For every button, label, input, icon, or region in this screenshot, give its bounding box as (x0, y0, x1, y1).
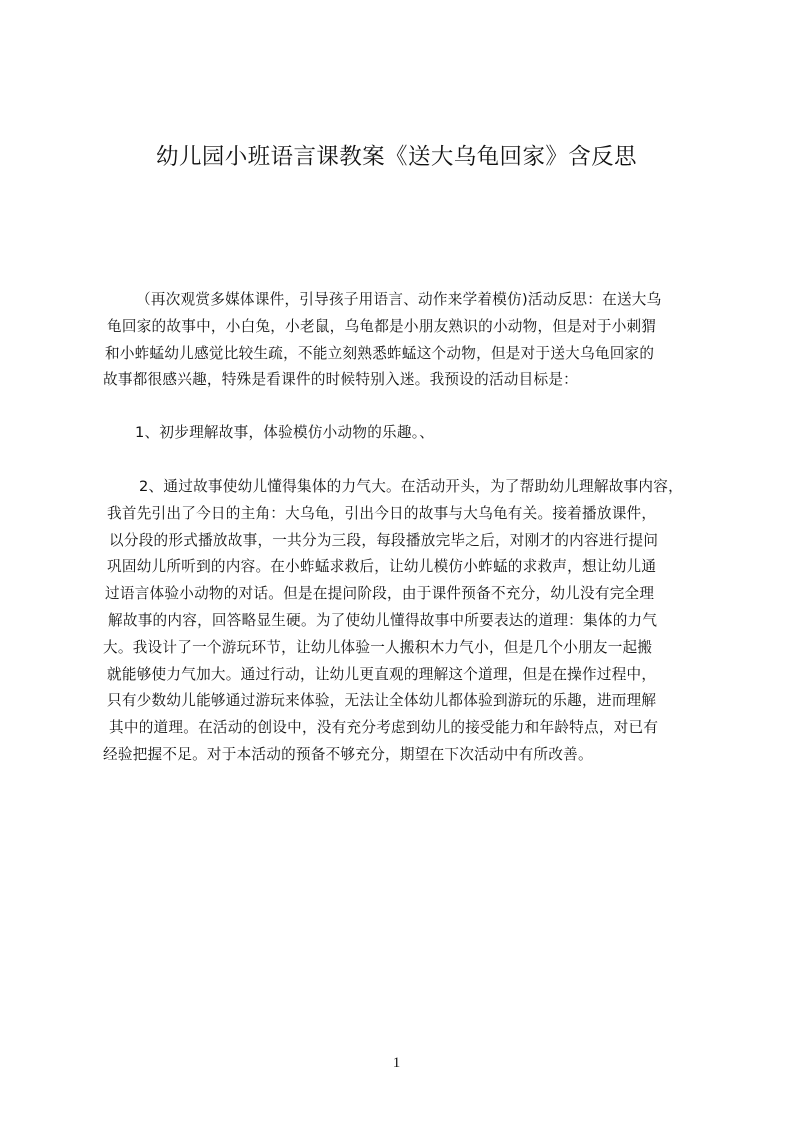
paragraph-line: 过语言体验小动物的对话。但是在提问阶段，由于课件预备不充分，幼儿没有完全理 (105, 585, 655, 603)
paragraph-line: 我首先引出了今日的主角：大乌龟，引出今日的故事与大乌龟有关。接着播放课件， (107, 504, 657, 522)
paragraph-goal-2 (103, 474, 728, 769)
document-title: 幼儿园小班语言课教案《送大乌龟回家》含反思 (156, 144, 637, 170)
paragraph-line: 其中的道理。在活动的创设中，没有充分考虑到幼儿的接受能力和年龄特点，对已有 (109, 719, 659, 737)
paragraph-goal-1 (103, 420, 713, 447)
paragraph-line: 故事都很感兴趣，特殊是看课件的时候特别入迷。我预设的活动目标是： (103, 371, 579, 389)
paragraph-line: 以分段的形式播放故事，一共分为三段，每段播放完毕之后，对刚才的内容进行提问 (109, 531, 659, 549)
page-number: 1 (392, 1055, 401, 1071)
paragraph-line: 1、初步理解故事，体验模仿小动物的乐趣。、 (135, 424, 435, 441)
paragraph-line: 2、通过故事使幼儿懂得集体的力气大。在活动开头，为了帮助幼儿理解故事内容， (139, 478, 683, 495)
paragraph-line: 就能够使力气加大。通过行动，让幼儿更直观的理解这个道理，但是在操作过程中， (107, 665, 657, 683)
paragraph-reflection-intro (103, 287, 713, 394)
paragraph-line: 龟回家的故事中，小白兔，小老鼠，乌龟都是小朋友熟识的小动物，但是对于小刺猬 (107, 317, 657, 335)
paragraph-line: 大。我设计了一个游玩环节，让幼儿体验一人搬积木力气小，但是几个小朋友一起搬 (103, 638, 653, 656)
paragraph-line: （再次观赏多媒体课件，引导孩子用语言、动作来学着模仿)活动反思：在送大乌 (136, 291, 662, 308)
paragraph-line: 巩固幼儿所听到的内容。在小蚱蜢求救后，让幼儿模仿小蚱蜢的求救声，想让幼儿通 (107, 558, 657, 576)
paragraph-line: 只有少数幼儿能够通过游玩来体验，无法让全体幼儿都体验到游玩的乐趣，进而理解 (107, 692, 657, 710)
paragraph-line: 经验把握不足。对于本活动的预备不够充分，期望在下次活动中有所改善。 (103, 745, 593, 763)
paragraph-line: 解故事的内容，回答略显生硬。为了使幼儿懂得故事中所要表达的道理：集体的力气 (108, 611, 658, 629)
paragraph-line: 和小蚱蜢幼儿感觉比较生疏，不能立刻熟悉蚱蜢这个动物，但是对于送大乌龟回家的 (105, 344, 655, 362)
